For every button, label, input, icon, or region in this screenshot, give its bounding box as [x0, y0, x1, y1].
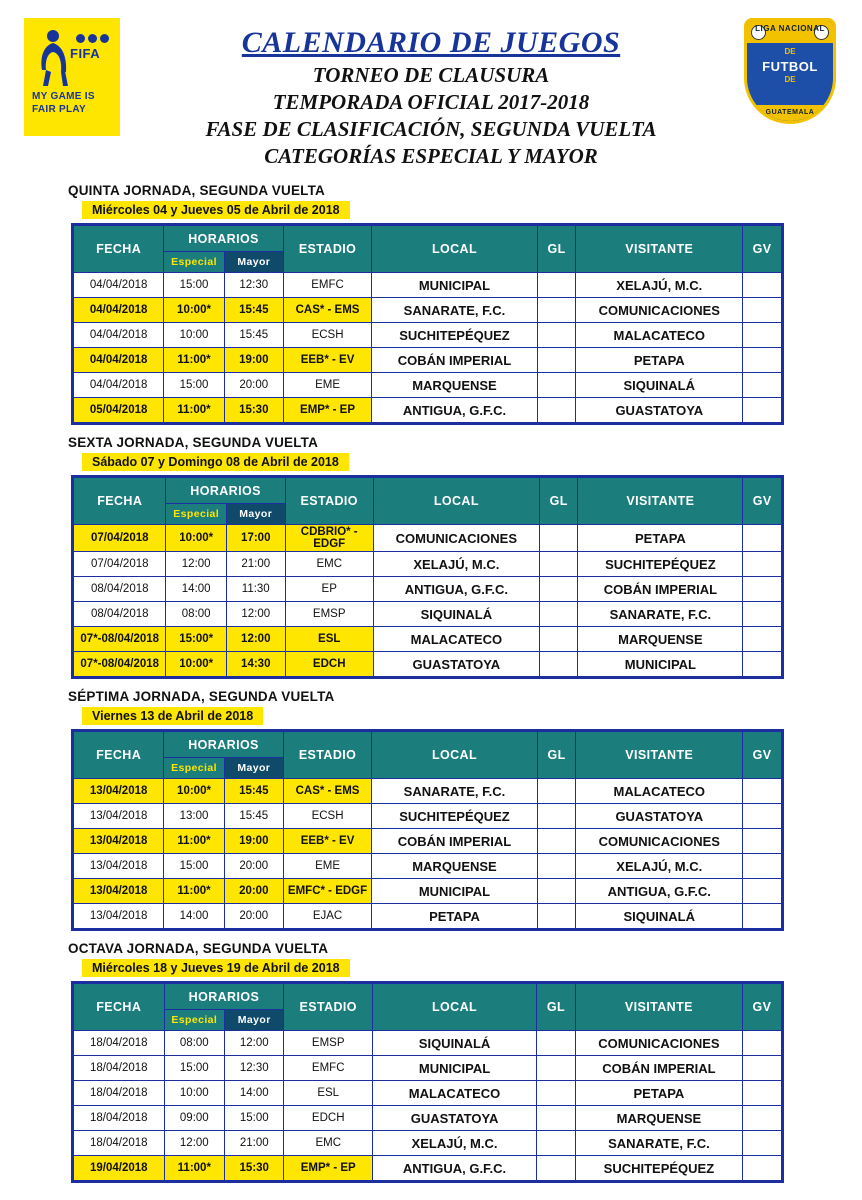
col-header-local: LOCAL — [372, 225, 537, 273]
cell-gl — [537, 829, 576, 854]
cell-hora-mayor: 15:30 — [225, 1156, 284, 1182]
table-row — [73, 779, 783, 804]
cell-hora-mayor: 21:00 — [226, 552, 285, 577]
col-header-estadio: ESTADIO — [283, 731, 371, 779]
jornada-block — [24, 183, 838, 425]
col-header-estadio: ESTADIO — [283, 225, 371, 273]
cell-hora-especial: 14:00 — [164, 904, 225, 930]
liga-line-5: GUATEMALA — [747, 105, 833, 121]
cell-gv — [743, 602, 783, 627]
jornada-table — [71, 981, 784, 1183]
cell-estadio: EMP* - EP — [283, 398, 371, 424]
cell-estadio: EEB* - EV — [283, 348, 371, 373]
subtitle-tournament: TORNEO DE CLAUSURA — [312, 63, 550, 87]
cell-estadio: CAS* - EMS — [283, 779, 371, 804]
cell-local: SUCHITEPÉQUEZ — [372, 804, 537, 829]
cell-gv — [742, 1081, 782, 1106]
col-header-fecha: FECHA — [73, 983, 165, 1031]
cell-fecha: 13/04/2018 — [73, 879, 164, 904]
col-header-especial: Especial — [164, 252, 225, 273]
cell-estadio: EMC — [285, 552, 373, 577]
cell-visitante: XELAJÚ, M.C. — [576, 854, 743, 879]
cell-hora-mayor: 12:00 — [226, 602, 285, 627]
cell-local: XELAJÚ, M.C. — [373, 552, 539, 577]
cell-local: MUNICIPAL — [373, 1056, 537, 1081]
col-header-visitante: VISITANTE — [578, 477, 743, 525]
cell-estadio: CAS* - EMS — [283, 298, 371, 323]
cell-hora-especial: 10:00 — [164, 1081, 225, 1106]
cell-local: GUASTATOYA — [373, 652, 539, 678]
cell-hora-especial: 12:00 — [166, 552, 226, 577]
col-header-gl: GL — [536, 983, 575, 1031]
col-header-visitante: VISITANTE — [575, 983, 742, 1031]
col-header-gv: GV — [743, 731, 783, 779]
cell-hora-especial: 14:00 — [166, 577, 226, 602]
cell-fecha: 18/04/2018 — [73, 1106, 165, 1131]
table-row — [73, 577, 783, 602]
cell-estadio: EP — [285, 577, 373, 602]
cell-hora-especial: 11:00* — [164, 879, 225, 904]
cell-gv — [743, 298, 783, 323]
cell-gv — [743, 854, 783, 879]
cell-local: COMUNICACIONES — [373, 525, 539, 552]
cell-hora-especial: 10:00* — [164, 779, 225, 804]
title-block — [120, 18, 742, 169]
cell-visitante: MALACATECO — [576, 779, 743, 804]
cell-visitante: GUASTATOYA — [576, 804, 743, 829]
cell-local: SANARATE, F.C. — [372, 779, 537, 804]
col-header-horarios: HORARIOS — [164, 225, 284, 252]
cell-gv — [743, 652, 783, 678]
cell-hora-mayor: 12:30 — [224, 273, 283, 298]
cell-fecha: 18/04/2018 — [73, 1131, 165, 1156]
table-row — [73, 1081, 783, 1106]
cell-fecha: 04/04/2018 — [73, 298, 164, 323]
col-header-mayor: Mayor — [224, 252, 283, 273]
jornada-title: SEXTA JORNADA, SEGUNDA VUELTA — [68, 435, 319, 450]
table-row — [73, 829, 783, 854]
col-header-mayor: Mayor — [225, 1010, 284, 1031]
cell-gl — [536, 1056, 575, 1081]
cell-visitante: COBÁN IMPERIAL — [575, 1056, 742, 1081]
cell-local: ANTIGUA, G.F.C. — [372, 398, 537, 424]
jornada-title: SÉPTIMA JORNADA, SEGUNDA VUELTA — [68, 689, 335, 704]
cell-estadio: EEB* - EV — [283, 829, 371, 854]
col-header-estadio: ESTADIO — [284, 983, 373, 1031]
cell-gv — [743, 323, 783, 348]
cell-hora-especial: 09:00 — [164, 1106, 225, 1131]
cell-gv — [743, 373, 783, 398]
cell-fecha: 13/04/2018 — [73, 779, 164, 804]
jornada-block — [24, 941, 838, 1183]
cell-hora-especial: 10:00* — [166, 652, 226, 678]
fair-play-slogan — [32, 90, 95, 116]
page-title: CALENDARIO DE JUEGOS — [241, 26, 621, 59]
table-row — [73, 1156, 783, 1182]
slogan-line-1: MY GAME IS — [32, 91, 95, 102]
cell-gv — [743, 627, 783, 652]
cell-hora-especial: 15:00 — [164, 1056, 225, 1081]
cell-hora-especial: 13:00 — [164, 804, 225, 829]
cell-hora-especial: 15:00 — [164, 854, 225, 879]
cell-visitante: PETAPA — [578, 525, 743, 552]
col-header-fecha: FECHA — [73, 477, 166, 525]
fifa-fair-play-logo — [24, 18, 120, 136]
cell-gl — [537, 348, 576, 373]
col-header-local: LOCAL — [372, 731, 537, 779]
cell-fecha: 13/04/2018 — [73, 904, 164, 930]
cell-hora-especial: 08:00 — [166, 602, 226, 627]
cell-gv — [743, 804, 783, 829]
cell-hora-especial: 11:00* — [164, 348, 225, 373]
cell-gv — [743, 577, 783, 602]
liga-line-1: LIGA NACIONAL — [755, 24, 825, 33]
cell-local: COBÁN IMPERIAL — [372, 829, 537, 854]
cell-hora-mayor: 14:00 — [225, 1081, 284, 1106]
cell-gl — [536, 1081, 575, 1106]
cell-gv — [743, 829, 783, 854]
cell-hora-especial: 08:00 — [164, 1031, 225, 1056]
cell-local: MUNICIPAL — [372, 879, 537, 904]
cell-gv — [743, 273, 783, 298]
table-row — [73, 879, 783, 904]
cell-gl — [536, 1031, 575, 1056]
cell-estadio: EMFC — [283, 273, 371, 298]
cell-hora-especial: 12:00 — [164, 1131, 225, 1156]
cell-gv — [743, 398, 783, 424]
cell-gv — [742, 1131, 782, 1156]
cell-gl — [537, 804, 576, 829]
cell-local: PETAPA — [372, 904, 537, 930]
cell-fecha: 13/04/2018 — [73, 829, 164, 854]
cell-estadio: ECSH — [283, 804, 371, 829]
document-header — [0, 0, 862, 173]
cell-gl — [537, 323, 576, 348]
cell-estadio: EME — [283, 854, 371, 879]
col-header-especial: Especial — [166, 504, 226, 525]
cell-local: XELAJÚ, M.C. — [373, 1131, 537, 1156]
cell-fecha: 07*-08/04/2018 — [73, 652, 166, 678]
col-header-gl: GL — [539, 477, 578, 525]
col-header-gl: GL — [537, 225, 576, 273]
cell-estadio: EMFC* - EDGF — [283, 879, 371, 904]
cell-gl — [537, 854, 576, 879]
jornada-table — [71, 223, 784, 425]
subtitle-phase: FASE DE CLASIFICACIÓN, SEGUNDA VUELTA — [205, 117, 657, 141]
table-row — [73, 1131, 783, 1156]
cell-estadio: CDBRIO* - EDGF — [285, 525, 373, 552]
cell-gv — [742, 1106, 782, 1131]
col-header-gv: GV — [743, 477, 783, 525]
cell-gv — [743, 779, 783, 804]
cell-hora-especial: 10:00* — [166, 525, 226, 552]
table-row — [73, 552, 783, 577]
cell-estadio: EDCH — [285, 652, 373, 678]
cell-local: SIQUINALÁ — [373, 1031, 537, 1056]
cell-gl — [539, 652, 578, 678]
cell-visitante: PETAPA — [576, 348, 743, 373]
fifa-wordmark: FIFA — [70, 46, 101, 61]
cell-fecha: 07/04/2018 — [73, 525, 166, 552]
cell-gl — [537, 273, 576, 298]
cell-gv — [743, 552, 783, 577]
cell-hora-especial: 10:00* — [164, 298, 225, 323]
cell-fecha: 05/04/2018 — [73, 398, 164, 424]
cell-local: MUNICIPAL — [372, 273, 537, 298]
cell-local: MARQUENSE — [372, 854, 537, 879]
cell-gl — [537, 298, 576, 323]
table-row — [73, 804, 783, 829]
table-row — [73, 348, 783, 373]
cell-fecha: 08/04/2018 — [73, 602, 166, 627]
cell-hora-mayor: 15:30 — [224, 398, 283, 424]
table-row — [73, 273, 783, 298]
subtitle-categories: CATEGORÍAS ESPECIAL Y MAYOR — [264, 144, 598, 168]
cell-hora-mayor: 15:45 — [224, 779, 283, 804]
cell-gv — [743, 525, 783, 552]
cell-local: GUASTATOYA — [373, 1106, 537, 1131]
cell-visitante: SUCHITEPÉQUEZ — [575, 1156, 742, 1182]
cell-gl — [536, 1156, 575, 1182]
cell-fecha: 04/04/2018 — [73, 373, 164, 398]
cell-local: SANARATE, F.C. — [372, 298, 537, 323]
cell-visitante: SANARATE, F.C. — [578, 602, 743, 627]
cell-estadio: ESL — [285, 627, 373, 652]
cell-gv — [743, 904, 783, 930]
jornada-table — [71, 475, 784, 679]
cell-gl — [537, 373, 576, 398]
cell-local: MARQUENSE — [372, 373, 537, 398]
cell-fecha: 13/04/2018 — [73, 804, 164, 829]
cell-visitante: COBÁN IMPERIAL — [578, 577, 743, 602]
cell-hora-mayor: 15:45 — [224, 323, 283, 348]
col-header-visitante: VISITANTE — [576, 731, 743, 779]
cell-estadio: EMFC — [284, 1056, 373, 1081]
cell-fecha: 04/04/2018 — [73, 348, 164, 373]
cell-gv — [742, 1056, 782, 1081]
jornada-block — [24, 435, 838, 679]
cell-visitante: XELAJÚ, M.C. — [576, 273, 743, 298]
cell-fecha: 07/04/2018 — [73, 552, 166, 577]
subtitle-season: TEMPORADA OFICIAL 2017-2018 — [272, 90, 590, 114]
cell-gl — [539, 552, 578, 577]
col-header-horarios: HORARIOS — [164, 731, 284, 758]
col-header-visitante: VISITANTE — [576, 225, 743, 273]
player-figure-icon — [36, 28, 70, 88]
table-row — [73, 1106, 783, 1131]
cell-hora-mayor: 15:45 — [224, 804, 283, 829]
table-row — [73, 652, 783, 678]
table-row — [73, 1031, 783, 1056]
jornada-title: OCTAVA JORNADA, SEGUNDA VUELTA — [68, 941, 329, 956]
cell-visitante: ANTIGUA, G.F.C. — [576, 879, 743, 904]
cell-estadio: EDCH — [284, 1106, 373, 1131]
table-row — [73, 525, 783, 552]
col-header-local: LOCAL — [373, 983, 537, 1031]
shield-icon — [744, 18, 836, 124]
cell-local: ANTIGUA, G.F.C. — [373, 577, 539, 602]
cell-visitante: COMUNICACIONES — [576, 829, 743, 854]
cell-visitante: SIQUINALÁ — [576, 904, 743, 930]
cell-hora-mayor: 14:30 — [226, 652, 285, 678]
cell-estadio: EMC — [284, 1131, 373, 1156]
cell-local: COBÁN IMPERIAL — [372, 348, 537, 373]
slogan-line-2: FAIR PLAY — [32, 104, 87, 115]
cell-hora-mayor: 20:00 — [224, 879, 283, 904]
cell-fecha: 19/04/2018 — [73, 1156, 165, 1182]
col-header-mayor: Mayor — [226, 504, 285, 525]
col-header-fecha: FECHA — [73, 225, 164, 273]
cell-hora-especial: 15:00* — [166, 627, 226, 652]
cell-hora-mayor: 15:00 — [225, 1106, 284, 1131]
cell-hora-mayor: 12:00 — [225, 1031, 284, 1056]
cell-gl — [537, 398, 576, 424]
jornada-date-badge: Viernes 13 de Abril de 2018 — [82, 707, 263, 725]
cell-fecha: 18/04/2018 — [73, 1031, 165, 1056]
cell-fecha: 04/04/2018 — [73, 273, 164, 298]
cell-visitante: MARQUENSE — [578, 627, 743, 652]
cell-gl — [537, 904, 576, 930]
jornada-table — [71, 729, 784, 931]
cell-hora-especial: 10:00 — [164, 323, 225, 348]
cell-local: ANTIGUA, G.F.C. — [373, 1156, 537, 1182]
cell-fecha: 18/04/2018 — [73, 1081, 165, 1106]
cell-gl — [539, 602, 578, 627]
col-header-horarios: HORARIOS — [166, 477, 285, 504]
cell-estadio: EJAC — [283, 904, 371, 930]
cell-hora-especial: 15:00 — [164, 373, 225, 398]
cell-hora-especial: 11:00* — [164, 398, 225, 424]
cell-estadio: ECSH — [283, 323, 371, 348]
liga-line-2: DE — [784, 47, 796, 56]
cell-fecha: 13/04/2018 — [73, 854, 164, 879]
jornada-date-badge: Sábado 07 y Domingo 08 de Abril de 2018 — [82, 453, 349, 471]
cell-gl — [536, 1106, 575, 1131]
cell-fecha: 08/04/2018 — [73, 577, 166, 602]
table-row — [73, 398, 783, 424]
col-header-fecha: FECHA — [73, 731, 164, 779]
cell-hora-mayor: 21:00 — [225, 1131, 284, 1156]
liga-line-3: FUTBOL — [762, 59, 818, 74]
table-row — [73, 602, 783, 627]
cell-hora-mayor: 20:00 — [224, 904, 283, 930]
cell-estadio: ESL — [284, 1081, 373, 1106]
cell-gl — [539, 627, 578, 652]
jornada-blocks — [0, 183, 862, 1183]
cell-visitante: MUNICIPAL — [578, 652, 743, 678]
cell-visitante: MALACATECO — [576, 323, 743, 348]
col-header-mayor: Mayor — [224, 758, 283, 779]
cell-hora-mayor: 11:30 — [226, 577, 285, 602]
table-row — [73, 627, 783, 652]
cell-hora-mayor: 17:00 — [226, 525, 285, 552]
cell-hora-mayor: 20:00 — [224, 854, 283, 879]
cell-visitante: PETAPA — [575, 1081, 742, 1106]
col-header-gl: GL — [537, 731, 576, 779]
cell-hora-mayor: 20:00 — [224, 373, 283, 398]
table-row — [73, 854, 783, 879]
cell-gl — [537, 879, 576, 904]
cell-visitante: COMUNICACIONES — [575, 1031, 742, 1056]
cell-visitante: COMUNICACIONES — [576, 298, 743, 323]
cell-estadio: EMP* - EP — [284, 1156, 373, 1182]
jornada-block — [24, 689, 838, 931]
col-header-gv: GV — [742, 983, 782, 1031]
table-row — [73, 373, 783, 398]
cell-local: SUCHITEPÉQUEZ — [372, 323, 537, 348]
cell-gv — [742, 1156, 782, 1182]
col-header-especial: Especial — [164, 1010, 225, 1031]
cell-visitante: SANARATE, F.C. — [575, 1131, 742, 1156]
cell-local: MALACATECO — [373, 1081, 537, 1106]
table-row — [73, 323, 783, 348]
liga-line-4: DE — [784, 75, 796, 84]
cell-hora-mayor: 19:00 — [224, 829, 283, 854]
cell-gl — [539, 525, 578, 552]
cell-hora-mayor: 12:30 — [225, 1056, 284, 1081]
cell-gl — [537, 779, 576, 804]
col-header-horarios: HORARIOS — [164, 983, 284, 1010]
jornada-date-badge: Miércoles 04 y Jueves 05 de Abril de 2018 — [82, 201, 350, 219]
cell-local: MALACATECO — [373, 627, 539, 652]
cell-estadio: EME — [283, 373, 371, 398]
cell-visitante: GUASTATOYA — [576, 398, 743, 424]
cell-gv — [743, 348, 783, 373]
cell-hora-mayor: 12:00 — [226, 627, 285, 652]
cell-local: SIQUINALÁ — [373, 602, 539, 627]
cell-gv — [742, 1031, 782, 1056]
cell-visitante: SUCHITEPÉQUEZ — [578, 552, 743, 577]
col-header-especial: Especial — [164, 758, 225, 779]
liga-nacional-logo — [742, 18, 838, 122]
col-header-local: LOCAL — [373, 477, 539, 525]
cell-hora-mayor: 15:45 — [224, 298, 283, 323]
cell-estadio: EMSP — [285, 602, 373, 627]
cell-gv — [743, 879, 783, 904]
cell-fecha: 18/04/2018 — [73, 1056, 165, 1081]
jornada-title: QUINTA JORNADA, SEGUNDA VUELTA — [68, 183, 326, 198]
col-header-estadio: ESTADIO — [285, 477, 373, 525]
cell-fecha: 04/04/2018 — [73, 323, 164, 348]
cell-estadio: EMSP — [284, 1031, 373, 1056]
cell-fecha: 07*-08/04/2018 — [73, 627, 166, 652]
cell-gl — [536, 1131, 575, 1156]
table-row — [73, 904, 783, 930]
cell-hora-especial: 11:00* — [164, 1156, 225, 1182]
cell-visitante: SIQUINALÁ — [576, 373, 743, 398]
cell-hora-especial: 11:00* — [164, 829, 225, 854]
cell-hora-mayor: 19:00 — [224, 348, 283, 373]
table-row — [73, 1056, 783, 1081]
col-header-gv: GV — [743, 225, 783, 273]
cell-gl — [539, 577, 578, 602]
cell-hora-especial: 15:00 — [164, 273, 225, 298]
jornada-date-badge: Miércoles 18 y Jueves 19 de Abril de 2018 — [82, 959, 350, 977]
cell-visitante: MARQUENSE — [575, 1106, 742, 1131]
table-row — [73, 298, 783, 323]
